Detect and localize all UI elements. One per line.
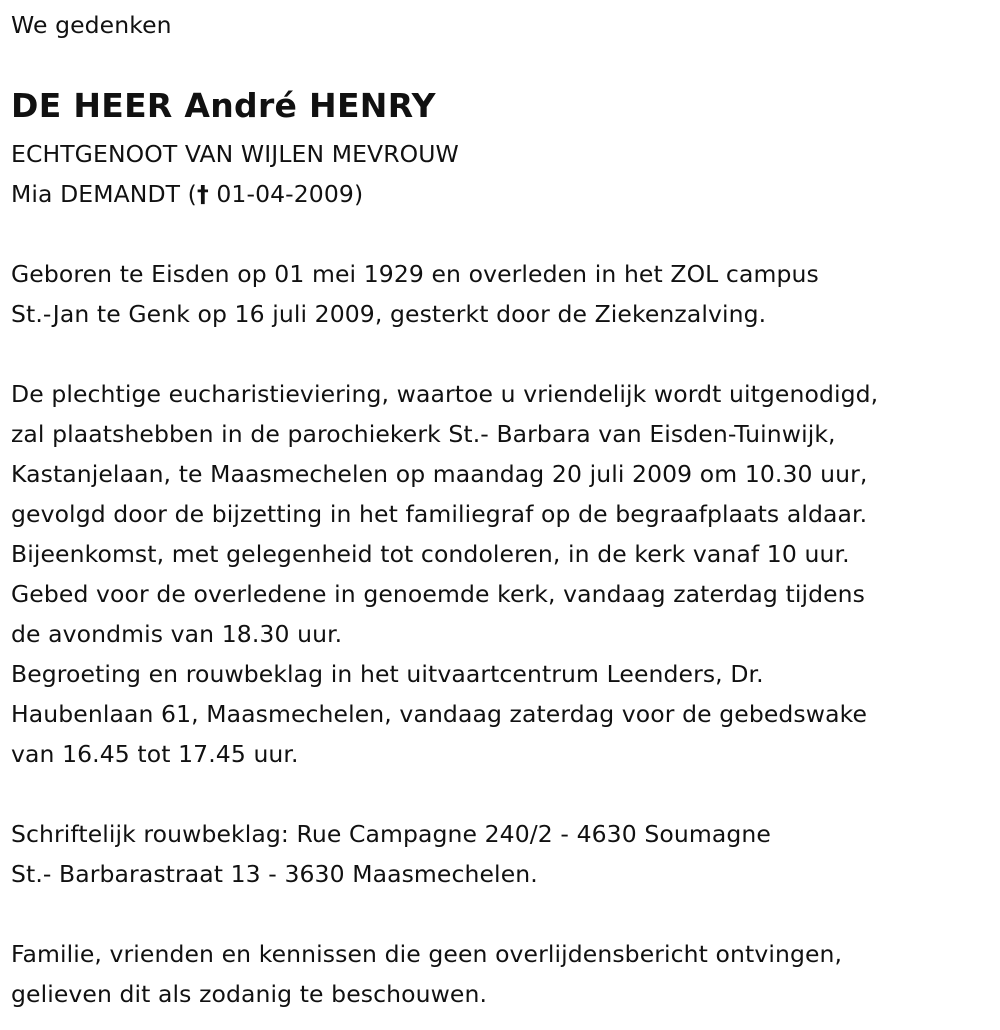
spouse-death-date: 01-04-2009) [208, 180, 364, 208]
intro-text: We gedenken [11, 11, 172, 39]
text-line: Haubenlaan 61, Maasmechelen, vandaag zaterdag voor de gebedswake [11, 700, 868, 728]
condolence-address-section [11, 814, 771, 894]
spouse-line-1: ECHTGENOOT VAN WIJLEN MEVROUW [11, 140, 459, 168]
spouse-line-2 [11, 174, 459, 214]
text-line: Schriftelijk rouwbeklag: Rue Campagne 240/2 - 4630 Soumagne [11, 820, 771, 848]
text-line: Geboren te Eisden op 01 mei 1929 en overleden in het ZOL campus [11, 260, 819, 288]
text-line: St.- Barbarastraat 13 - 3630 Maasmechelen. [11, 860, 538, 888]
spouse-name: Mia DEMANDT ( [11, 180, 197, 208]
text-line: Kastanjelaan, te Maasmechelen op maandag 20 juli 2009 om 10.30 uur, [11, 460, 868, 488]
text-line: De plechtige eucharistieviering, waartoe u vriendelijk wordt uitgenodigd, [11, 380, 879, 408]
cross-icon: † [196, 180, 209, 208]
family-note-section [11, 934, 842, 1014]
spouse-section [11, 134, 459, 214]
text-line: St.-Jan te Genk op 16 juli 2009, gesterkt door de Ziekenzalving. [11, 300, 767, 328]
text-line: gelieven dit als zodanig te beschouwen. [11, 980, 488, 1008]
text-line: zal plaatshebben in de parochiekerk St.- Barbara van Eisden-Tuinwijk, [11, 420, 836, 448]
text-line: Familie, vrienden en kennissen die geen overlijdensbericht ontvingen, [11, 940, 843, 968]
ceremony-section [11, 374, 878, 774]
text-line: Begroeting en rouwbeklag in het uitvaartcentrum Leenders, Dr. [11, 660, 764, 688]
text-line: gevolgd door de bijzetting in het familiegraf op de begraafplaats aldaar. [11, 500, 868, 528]
text-line: de avondmis van 18.30 uur. [11, 620, 343, 648]
birth-death-section [11, 254, 819, 334]
text-line: Gebed voor de overledene in genoemde kerk, vandaag zaterdag tijdens [11, 580, 865, 608]
text-line: Bijeenkomst, met gelegenheid tot condoleren, in de kerk vanaf 10 uur. [11, 540, 850, 568]
deceased-name: DE HEER André HENRY [11, 86, 436, 125]
text-line: van 16.45 tot 17.45 uur. [11, 740, 299, 768]
